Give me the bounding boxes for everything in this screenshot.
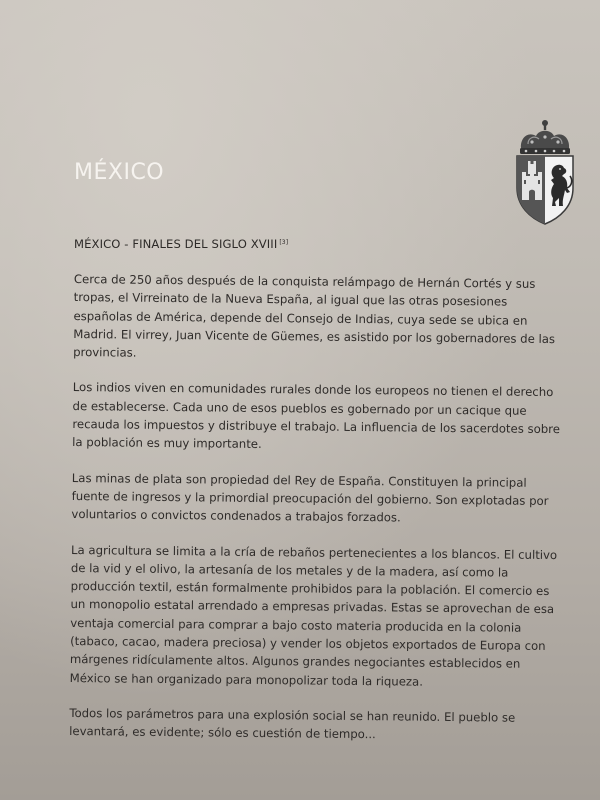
footnote-reference: [3] [279,239,289,246]
section-subtitle [74,237,288,251]
crowned-shield-castle-lion-icon [512,118,578,228]
paragraph: Los indios viven en comunidades rurales donde los europeos no tienen el derecho de establecerse. Cada uno de esos pueblos es gobernado por un cacique que recauda los impuestos y distribuye el trabajo. La influencia de los sacerdotes sobre la población es muy importante. [72,380,561,452]
page-title: MÉXICO [74,160,165,185]
paragraph: Cerca de 250 años después de la conquista relámpago de Hernán Cortés y sus tropas, el Virreinato de la Nueva España, al igual que las otras posesiones españolas de América, depende del Consejo de Indias, cuya sede se ubica en Madrid. El virrey, Juan Vicente de Güemes, es asistido por los gobernadores de las provincias. [73,271,556,360]
crown-icon [520,120,570,154]
paragraph: Todos los parámetros para una explosión social se han reunido. El pueblo se levantará, es evidente; sólo es cuestión de tiempo... [69,705,516,742]
paragraph: La agricultura se limita a la cría de rebaños pertenecientes a los blancos. El cultivo de la vid y el olivo, la artesanía de los metales y de la madera, así como la producción textil, están formalmente prohibidos para la población. El comercio es un monopolio estatal arrendado a empresas privadas. Estas se aprovechan de esa ventaja comercial para comprar a bajo costo materia producida en la colonia (tabaco, cacao, madera preciosa) y vender los objetos exportados de Europa con márgenes ridículamente altos. Algunos grandes negociantes establecidos en México se han organizado para monopolizar toda la riqueza. [69,542,558,689]
subtitle-text: MÉXICO - FINALES DEL SIGLO XVIII [74,237,278,251]
paragraph: Las minas de plata son propiedad del Rey de España. Constituyen la principal fuente de ingresos y la primordial preocupación del gobierno. Son explotadas por voluntarios o convictos condenados a trabajos forzados. [71,470,549,525]
body-text [69,270,566,763]
